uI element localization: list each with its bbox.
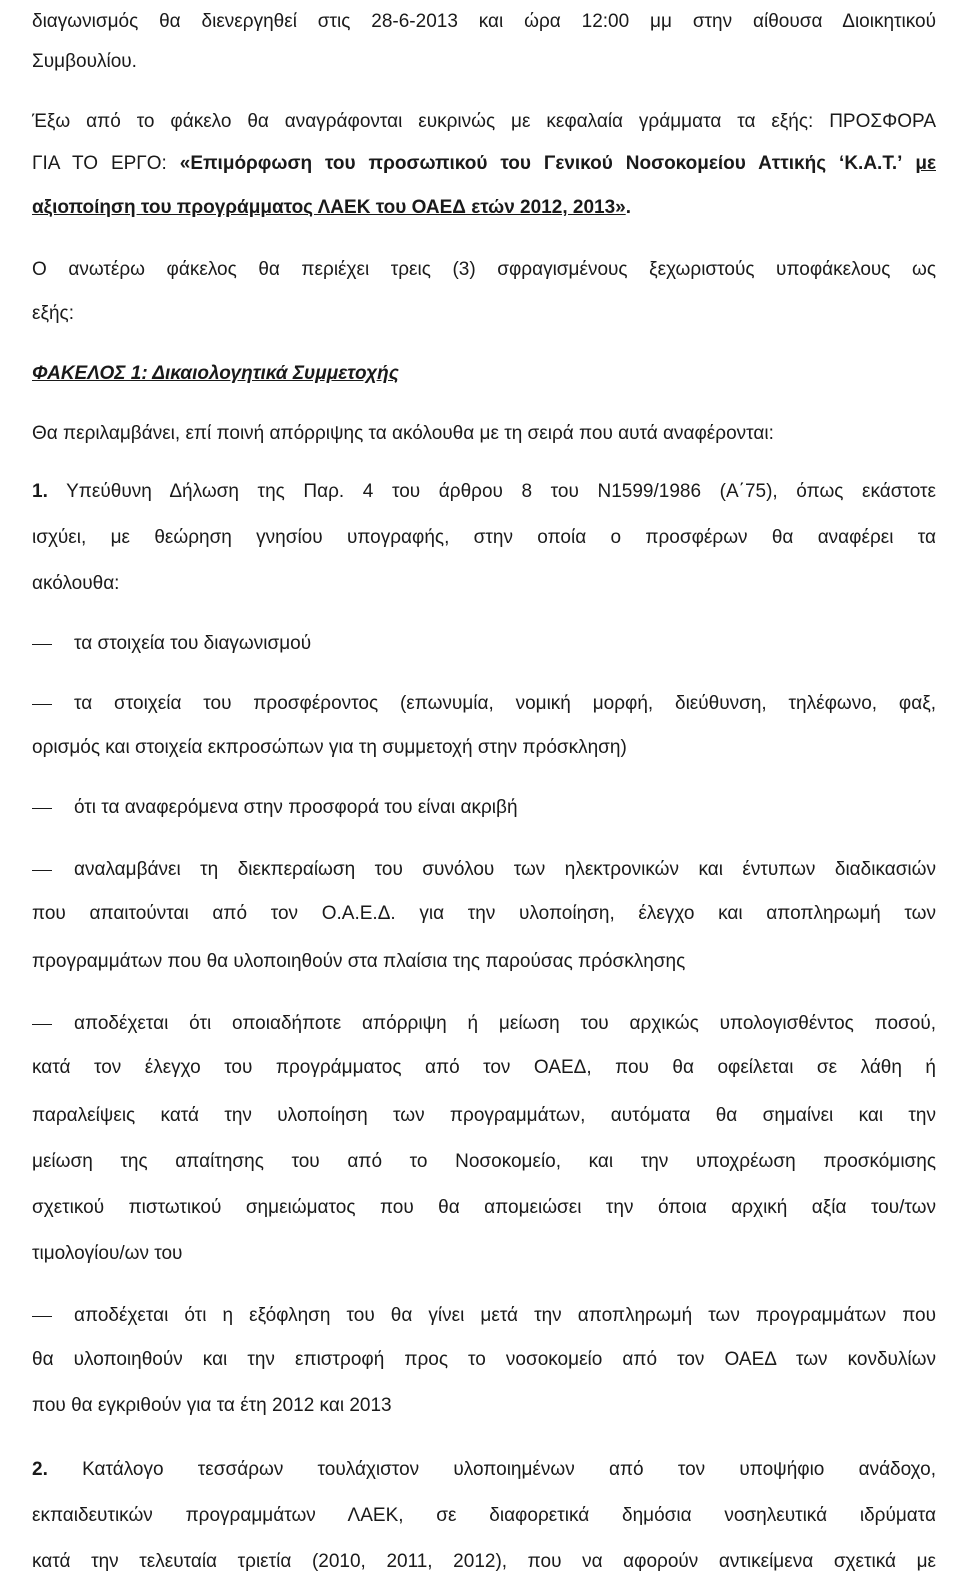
paragraph-line: Έξω από το φάκελο θα αναγράφονται ευκρινώς με κεφαλαία γράμματα τα εξής: ΠΡΟΣΦΟΡΑ: [32, 111, 936, 132]
numbered-item-line: ισχύει, με θεώρηση γνησίου υπογραφής, στην οποία ο προσφέρων θα αναφέρει τα: [32, 527, 936, 548]
bold-text: .: [625, 197, 631, 218]
item-number: 2.: [32, 1459, 48, 1480]
bold-underlined-text: αξιοποίηση του προγράμματος ΛΑΕΚ του ΟΑΕΔ ετών 2012, 2013»: [32, 197, 626, 218]
bullet-line: τα στοιχεία του προσφέροντος (επωνυμία, νομική μορφή, διεύθυνση, τηλέφωνο, φαξ,: [74, 693, 936, 714]
paragraph-line: διαγωνισμός θα διενεργηθεί στις 28-6-2013 και ώρα 12:00 μμ στην αίθουσα Διοικητικού: [32, 11, 936, 32]
paragraph-line: εξής:: [32, 303, 74, 324]
bullet-line: κατά τον έλεγχο του προγράμματος από τον ΟΑΕΔ, που θα οφείλεται σε λάθη ή: [32, 1057, 936, 1078]
paragraph-line: Θα περιλαμβάνει, επί ποινή απόρριψης τα ακόλουθα με τη σειρά που αυτά αναφέρονται:: [32, 423, 774, 444]
bullet-line: που θα εγκριθούν για τα έτη 2012 και 2013: [32, 1395, 392, 1416]
bullet-line: αποδέχεται ότι η εξόφληση του θα γίνει μετά την αποπληρωμή των προγραμμάτων που: [74, 1305, 936, 1326]
dash-bullet-icon: [32, 1024, 52, 1025]
bullet-line: ορισμός και στοιχεία εκπροσώπων για τη συμμετοχή στην πρόσκληση): [32, 737, 627, 758]
numbered-item-line: εκπαιδευτικών προγραμμάτων ΛΑΕΚ, σε διαφορετικά δημόσια νοσηλευτικά ιδρύματα: [32, 1505, 936, 1526]
item-text: Κατάλογο τεσσάρων τουλάχιστον υλοποιημένων από τον υποψήφιο ανάδοχο,: [82, 1459, 936, 1480]
paragraph-line: Ο ανωτέρω φάκελος θα περιέχει τρεις (3) σφραγισμένους ξεχωριστούς υποφάκελους ως: [32, 259, 936, 280]
bold-underlined-text: με: [915, 153, 936, 174]
bullet-line: σχετικού πιστωτικού σημειώματος που θα απομειώσει την όποια αρχική αξία του/των: [32, 1197, 936, 1218]
bullet-line: αποδέχεται ότι οποιαδήποτε απόρριψη ή μείωση του αρχικώς υπολογισθέντος ποσού,: [74, 1013, 936, 1034]
item-number: 1.: [32, 481, 48, 502]
bullet-line: παραλείψεις κατά την υλοποίηση των προγραμμάτων, αυτόματα θα σημαίνει και την: [32, 1105, 936, 1126]
bullet-line: θα υλοποιηθούν και την επιστροφή προς το νοσοκομείο από τον ΟΑΕΔ των κονδυλίων: [32, 1349, 936, 1370]
bullet-line: ότι τα αναφερόμενα στην προσφορά του είναι ακριβή: [74, 797, 518, 818]
bullet-line: τιμολογίου/ων του: [32, 1243, 183, 1264]
numbered-item-line: κατά την τελευταία τριετία (2010, 2011, 2012), που να αφορούν αντικείμενα σχετικά με: [32, 1551, 936, 1572]
bullet-line: τα στοιχεία του διαγωνισμού: [74, 633, 312, 654]
bullet-line: προγραμμάτων που θα υλοποιηθούν στα πλαίσια της παρούσας πρόσκλησης: [32, 951, 686, 972]
bullet-line: μείωση της απαίτησης του από το Νοσοκομείο, και την υποχρέωση προσκόμισης: [32, 1151, 936, 1172]
dash-bullet-icon: [32, 870, 52, 871]
dash-bullet-icon: [32, 644, 52, 645]
numbered-item-line: ακόλουθα:: [32, 573, 120, 594]
plain-text: ΓΙΑ ΤΟ ΕΡΓΟ:: [32, 153, 180, 174]
dash-bullet-icon: [32, 704, 52, 705]
bullet-line: αναλαμβάνει τη διεκπεραίωση του συνόλου των ηλεκτρονικών και έντυπων διαδικασιών: [74, 859, 936, 880]
bullet-line: που απαιτούνται από τον Ο.Α.Ε.Δ. για την υλοποίηση, έλεγχο και αποπληρωμή των: [32, 903, 936, 924]
dash-bullet-icon: [32, 808, 52, 809]
dash-bullet-icon: [32, 1316, 52, 1317]
paragraph-line: [32, 186, 936, 230]
section-heading: ΦΑΚΕΛΟΣ 1: Δικαιολογητικά Συμμετοχής: [32, 363, 399, 384]
paragraph-line: [32, 142, 936, 186]
paragraph-line: Συμβουλίου.: [32, 51, 137, 72]
numbered-item-line: [32, 470, 936, 514]
item-text: Υπεύθυνη Δήλωση της Παρ. 4 του άρθρου 8 του Ν1599/1986 (Α΄75), όπως εκάστοτε: [66, 481, 936, 502]
bold-text: «Επιμόρφωση του προσωπικού του Γενικού Νοσοκομείου Αττικής ‘Κ.Α.Τ.’: [179, 153, 903, 174]
numbered-item-line: [32, 1448, 936, 1492]
